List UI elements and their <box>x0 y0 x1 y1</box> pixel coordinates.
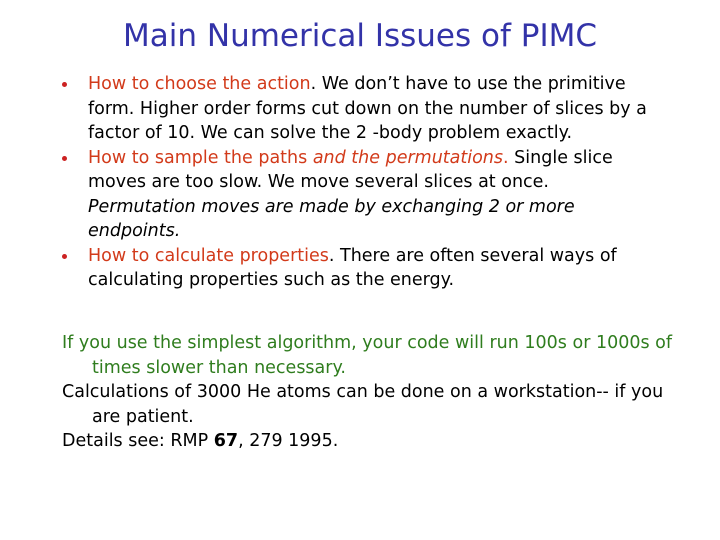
details-start: Details see: RMP <box>62 431 214 451</box>
bullet-icon <box>62 82 67 87</box>
bullet-lead-end: . <box>503 147 509 168</box>
bullet-item-action <box>62 72 662 146</box>
bullet-lead: How to choose the action <box>88 74 311 94</box>
details-end: , 279 1995. <box>238 431 339 451</box>
bullet-list <box>62 72 662 293</box>
paragraph-algorithm-start: If you use the simplest algorithm, your code will run <box>62 333 525 353</box>
bullet-text-italic: Permutation moves are made by exchanging 2 or more endpoints. <box>88 196 575 241</box>
bullet-icon <box>62 254 67 259</box>
paragraph-algorithm-highlight: 100s or 1000s of times slower than necessary. <box>92 333 673 378</box>
bullet-item-sampling <box>62 146 662 244</box>
bullet-lead: How to sample the paths <box>88 147 313 168</box>
bullet-lead-italic: and the permutations <box>312 147 504 168</box>
bullet-lead: How to calculate properties <box>88 245 329 266</box>
bullet-item-properties <box>62 244 662 293</box>
bullet-text: . We don’t have to use the primitive form. Higher order forms cut down on the number of slices by a factor of 10. We can solve the 2 -body problem exactly. <box>88 74 647 143</box>
bullet-text: . There are often several ways of calculating properties such as the energy. <box>88 245 617 290</box>
paragraph-calculations: Calculations of 3000 He atoms can be done on a workstation-- if you are patient. <box>62 382 664 427</box>
bullet-text: Single slice moves are too slow. We move several slices at once. <box>88 147 613 192</box>
details-volume: 67 <box>213 431 239 451</box>
slide-title: Main Numerical Issues of PIMC <box>123 18 597 54</box>
paragraph-details <box>62 429 692 454</box>
bullet-icon <box>62 156 67 161</box>
paragraph-algorithm <box>62 331 692 380</box>
